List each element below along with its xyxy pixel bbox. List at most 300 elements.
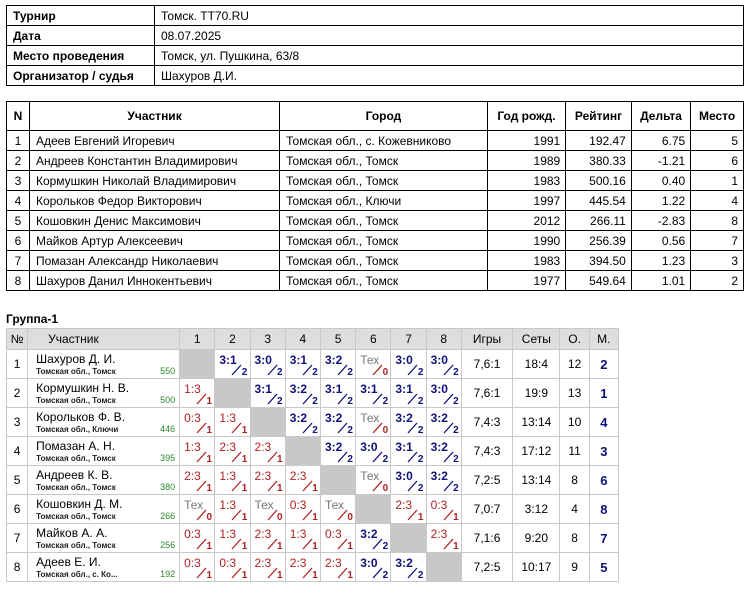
info-value: Шахуров Д.И. [155, 66, 744, 86]
match-score: 3:1 [395, 440, 413, 454]
match-points: 2 [276, 367, 283, 378]
grid-col-header: 6 [356, 329, 391, 350]
match-points: 2 [417, 425, 424, 436]
grid-player-rating: 500 [160, 395, 176, 405]
participant-delta: 6.75 [631, 131, 690, 151]
grid-player-city: Томская обл., Томск [36, 512, 116, 521]
match-points: 1 [206, 483, 213, 494]
participant-delta: 1.23 [631, 251, 690, 271]
match-score: 3:0 [395, 469, 413, 483]
match-result-cell [250, 524, 285, 553]
match-result-cell [356, 466, 391, 495]
slash-divider-icon [372, 538, 383, 550]
match-result [427, 437, 461, 465]
participant-place: 2 [691, 271, 744, 291]
table-row [7, 553, 619, 582]
slash-divider-icon [407, 480, 418, 492]
match-result [427, 350, 461, 378]
match-result [215, 466, 249, 494]
match-result-cell [180, 379, 215, 408]
participant-birth-year: 1989 [487, 151, 566, 171]
grid-row-number: 8 [7, 553, 28, 582]
match-result [180, 524, 214, 552]
table-row [7, 524, 619, 553]
match-result-cell [215, 553, 250, 582]
participant-place: 5 [691, 131, 744, 151]
participant-name: Кошовкин Денис Максимович [29, 211, 279, 231]
info-row [7, 6, 744, 26]
slash-divider-icon [337, 364, 348, 376]
grid-points-header: О. [560, 329, 589, 350]
grid-player-cell [28, 466, 180, 495]
table-row [7, 231, 744, 251]
slash-divider-icon [196, 509, 207, 521]
match-result [321, 553, 355, 581]
match-points: 2 [453, 483, 459, 494]
table-row [7, 271, 744, 291]
tournament-info-table [6, 5, 744, 86]
participant-city: Томская обл., Томск [280, 171, 488, 191]
grid-sets: 19:9 [513, 379, 560, 408]
match-score: 3:2 [430, 440, 448, 454]
participant-name: Корольков Федор Викторович [29, 191, 279, 211]
grid-player-city: Томская обл., с. Ко... [36, 570, 118, 579]
grid-col-header: 5 [320, 329, 355, 350]
match-result [251, 379, 285, 407]
match-score: 2:3 [254, 440, 272, 454]
match-result [427, 524, 461, 552]
slash-divider-icon [407, 451, 418, 463]
match-result-cell [320, 553, 355, 582]
participant-place: 4 [691, 191, 744, 211]
col-delta-header: Дельта [631, 102, 690, 131]
match-result [391, 553, 425, 581]
grid-player-name: Адеев Е. И. [36, 555, 101, 569]
slash-divider-icon [443, 364, 454, 376]
match-score: 0:3 [324, 527, 342, 541]
match-result [286, 379, 320, 407]
participant-place: 7 [691, 231, 744, 251]
match-points: 2 [382, 396, 389, 407]
participant-number: 8 [7, 271, 30, 291]
match-result-cell [426, 466, 461, 495]
slash-divider-icon [196, 480, 207, 492]
match-result-cell [215, 408, 250, 437]
info-label: Дата [7, 26, 155, 46]
match-result-cell [180, 437, 215, 466]
participant-place: 3 [691, 251, 744, 271]
match-score: 3:1 [360, 382, 378, 396]
match-points: 1 [241, 483, 248, 494]
info-label: Организатор / судья [7, 66, 155, 86]
slash-divider-icon [337, 451, 348, 463]
match-result-cell [391, 495, 426, 524]
participant-delta: 0.40 [631, 171, 690, 191]
info-label: Место проведения [7, 46, 155, 66]
match-result-cell [250, 466, 285, 495]
info-value: Томск, ул. Пушкина, 63/8 [155, 46, 744, 66]
participants-table [6, 101, 744, 291]
match-points: 1 [241, 570, 248, 581]
match-result-cell [180, 495, 215, 524]
slash-divider-icon [443, 480, 454, 492]
match-points: 2 [453, 454, 459, 465]
match-points: 1 [241, 425, 248, 436]
grid-player-city: Томская обл., Томск [36, 541, 116, 550]
match-result [286, 466, 320, 494]
match-score: 3:0 [254, 353, 272, 367]
match-result [286, 350, 320, 378]
match-points: 2 [347, 454, 353, 465]
grid-player-cell [28, 524, 180, 553]
match-score: 1:3 [219, 469, 237, 483]
match-result-cell [250, 437, 285, 466]
match-result [251, 495, 285, 523]
match-points: 2 [453, 367, 459, 378]
grid-player-cell [28, 437, 180, 466]
match-points: 2 [453, 396, 459, 407]
match-result [321, 437, 355, 465]
slash-divider-icon [302, 567, 313, 579]
table-row [7, 379, 619, 408]
match-result [356, 466, 390, 494]
match-points: 1 [312, 483, 318, 494]
info-value: Томск. TT70.RU [155, 6, 744, 26]
participant-birth-year: 1977 [487, 271, 566, 291]
match-result-cell [391, 466, 426, 495]
match-result [251, 524, 285, 552]
slash-divider-icon [267, 509, 278, 521]
grid-player-city: Томская обл., Томск [36, 483, 116, 492]
match-score: 3:0 [360, 440, 378, 454]
match-result [427, 408, 461, 436]
match-points: 1 [206, 454, 213, 465]
grid-games: 7,6:1 [461, 350, 512, 379]
grid-col-header: 3 [250, 329, 285, 350]
match-result [356, 524, 390, 552]
match-result-cell [320, 495, 355, 524]
grid-row-number: 6 [7, 495, 28, 524]
participant-birth-year: 1997 [487, 191, 566, 211]
info-row [7, 66, 744, 86]
match-result-cell [285, 379, 320, 408]
slash-divider-icon [302, 509, 313, 521]
match-points: 1 [276, 483, 283, 494]
grid-place: 8 [589, 495, 618, 524]
match-result [215, 495, 249, 523]
match-result-cell [285, 466, 320, 495]
match-result-cell [215, 466, 250, 495]
match-score: 1:3 [184, 382, 201, 396]
grid-col-header: 7 [391, 329, 426, 350]
grid-diagonal-cell [285, 437, 320, 466]
match-score: 3:0 [430, 382, 448, 396]
match-score: 3:1 [219, 353, 237, 367]
match-score: 1:3 [219, 498, 237, 512]
match-score: 2:3 [254, 469, 272, 483]
match-points: 2 [382, 454, 389, 465]
match-points: 2 [417, 454, 424, 465]
match-score: 3:2 [324, 411, 343, 425]
match-points: 1 [206, 541, 213, 552]
match-score: 3:1 [254, 382, 272, 396]
slash-divider-icon [443, 422, 454, 434]
participant-city: Томская обл., Томск [280, 151, 488, 171]
grid-place: 1 [589, 379, 618, 408]
match-score: 1:3 [184, 440, 201, 454]
table-row [7, 495, 619, 524]
slash-divider-icon [337, 538, 348, 550]
match-score: 3:1 [395, 382, 413, 396]
match-points: 2 [417, 570, 424, 581]
match-points: 1 [312, 512, 318, 523]
match-points: 0 [206, 512, 213, 523]
match-score: 2:3 [289, 469, 307, 483]
grid-player-cell [28, 408, 180, 437]
match-score: 1:3 [219, 527, 237, 541]
match-points: 1 [206, 570, 213, 581]
match-score: 0:3 [184, 411, 201, 425]
match-result-cell [426, 524, 461, 553]
grid-points: 8 [560, 466, 589, 495]
participant-place: 8 [691, 211, 744, 231]
participant-rating: 445.54 [566, 191, 632, 211]
grid-row-number: 1 [7, 350, 28, 379]
match-points: 1 [241, 454, 248, 465]
slash-divider-icon [407, 509, 418, 521]
match-score: 3:2 [324, 440, 343, 454]
col-place-header: Место [691, 102, 744, 131]
grid-diagonal-cell [391, 524, 426, 553]
slash-divider-icon [267, 567, 278, 579]
match-result-cell [320, 437, 355, 466]
match-result-cell [285, 553, 320, 582]
grid-player-city: Томская обл., Томск [36, 367, 116, 376]
match-points: 1 [241, 512, 248, 523]
match-result-cell [426, 408, 461, 437]
grid-games: 7,4:3 [461, 437, 512, 466]
slash-divider-icon [372, 364, 383, 376]
match-result-cell [356, 408, 391, 437]
grid-games-header: Игры [461, 329, 512, 350]
table-row [7, 171, 744, 191]
match-points: 1 [276, 454, 283, 465]
match-points: 2 [417, 367, 424, 378]
match-score: 3:2 [324, 353, 343, 367]
participant-delta: 0.56 [631, 231, 690, 251]
grid-points: 4 [560, 495, 589, 524]
participant-rating: 256.39 [566, 231, 632, 251]
match-points: 1 [347, 570, 353, 581]
info-row [7, 26, 744, 46]
match-result-cell [285, 524, 320, 553]
match-points: 2 [382, 570, 389, 581]
slash-divider-icon [443, 393, 454, 405]
match-score: Тех [324, 498, 345, 512]
match-points: 2 [417, 396, 424, 407]
match-points: 2 [417, 483, 424, 494]
grid-place-header: М. [589, 329, 618, 350]
match-result-cell [180, 524, 215, 553]
match-score: 2:3 [254, 527, 272, 541]
slash-divider-icon [372, 480, 383, 492]
table-row [7, 251, 744, 271]
match-score: Тех [360, 469, 380, 483]
match-result [321, 408, 355, 436]
match-score: 2:3 [219, 440, 237, 454]
info-value: 08.07.2025 [155, 26, 744, 46]
slash-divider-icon [407, 393, 418, 405]
participant-number: 7 [7, 251, 30, 271]
match-points: 2 [312, 367, 318, 378]
match-result [251, 553, 285, 581]
participant-city: Томская обл., с. Кожевниково [280, 131, 488, 151]
match-result-cell [215, 350, 250, 379]
match-result [321, 379, 355, 407]
grid-player-rating: 446 [160, 424, 176, 434]
info-label: Турнир [7, 6, 155, 26]
participant-rating: 549.64 [566, 271, 632, 291]
slash-divider-icon [231, 364, 242, 376]
table-row [7, 191, 744, 211]
participant-birth-year: 2012 [487, 211, 566, 231]
col-city-header: Город [280, 102, 488, 131]
slash-divider-icon [302, 480, 313, 492]
grid-player-rating: 266 [160, 511, 176, 521]
match-score: 1:3 [289, 527, 307, 541]
match-result-cell [215, 524, 250, 553]
participant-name: Адеев Евгений Игоревич [29, 131, 279, 151]
grid-sets: 13:14 [513, 466, 560, 495]
table-row [7, 466, 619, 495]
participant-rating: 192.47 [566, 131, 632, 151]
match-result-cell [250, 350, 285, 379]
participant-name: Андреев Константин Владимирович [29, 151, 279, 171]
match-score: 0:3 [184, 556, 201, 570]
col-n-header: N [7, 102, 30, 131]
match-result [180, 437, 214, 465]
match-result [391, 495, 425, 523]
grid-place: 4 [589, 408, 618, 437]
slash-divider-icon [267, 480, 278, 492]
participant-delta: 1.22 [631, 191, 690, 211]
match-score: 2:3 [430, 527, 448, 541]
match-result [321, 495, 355, 523]
match-result-cell [356, 437, 391, 466]
match-score: 3:2 [395, 556, 413, 570]
match-score: 3:2 [360, 527, 378, 541]
match-points: 1 [312, 541, 318, 552]
grid-points: 9 [560, 553, 589, 582]
grid-place: 7 [589, 524, 618, 553]
participant-number: 2 [7, 151, 30, 171]
slash-divider-icon [231, 509, 242, 521]
match-result [180, 466, 214, 494]
grid-points: 13 [560, 379, 589, 408]
participant-city: Томская обл., Томск [280, 211, 488, 231]
match-score: 3:1 [289, 353, 308, 367]
match-result-cell [426, 379, 461, 408]
info-row [7, 46, 744, 66]
table-row [7, 131, 744, 151]
match-score: Тех [360, 411, 380, 425]
participant-place: 1 [691, 171, 744, 191]
grid-col-header: 4 [285, 329, 320, 350]
match-result [321, 524, 355, 552]
col-rating-header: Рейтинг [566, 102, 632, 131]
grid-player-header: Участник [28, 329, 180, 350]
match-score: 3:0 [430, 353, 448, 367]
match-result [180, 495, 214, 523]
grid-games: 7,2:5 [461, 553, 512, 582]
slash-divider-icon [337, 567, 348, 579]
match-points: 2 [276, 396, 283, 407]
grid-diagonal-cell [250, 408, 285, 437]
grid-place: 6 [589, 466, 618, 495]
match-points: 1 [347, 541, 353, 552]
grid-player-city: Томская обл., Томск [36, 454, 116, 463]
match-points: 1 [206, 425, 213, 436]
match-result [356, 437, 390, 465]
participant-birth-year: 1983 [487, 171, 566, 191]
match-result-cell [320, 350, 355, 379]
grid-diagonal-cell [180, 350, 215, 379]
slash-divider-icon [231, 451, 242, 463]
slash-divider-icon [407, 364, 418, 376]
match-points: 2 [347, 425, 353, 436]
match-score: 2:3 [324, 556, 342, 570]
match-result-cell [180, 466, 215, 495]
slash-divider-icon [407, 567, 418, 579]
match-score: 3:0 [395, 353, 413, 367]
grid-col-header: 1 [180, 329, 215, 350]
match-score: 1:3 [219, 411, 237, 425]
match-result [215, 408, 249, 436]
slash-divider-icon [196, 538, 207, 550]
match-result-cell [285, 408, 320, 437]
participant-delta: 1.01 [631, 271, 690, 291]
match-result [321, 350, 355, 378]
grid-n-header: № [7, 329, 28, 350]
match-result-cell [391, 408, 426, 437]
slash-divider-icon [267, 393, 278, 405]
match-result [180, 379, 214, 407]
match-score: 2:3 [254, 556, 272, 570]
grid-games: 7,6:1 [461, 379, 512, 408]
match-score: 3:1 [324, 382, 343, 396]
match-points: 0 [382, 483, 389, 494]
group-results-grid [6, 328, 619, 582]
participant-rating: 380.33 [566, 151, 632, 171]
group-title: Группа-1 [6, 312, 59, 326]
slash-divider-icon [196, 422, 207, 434]
grid-sets: 10:17 [513, 553, 560, 582]
match-points: 1 [241, 541, 248, 552]
slash-divider-icon [231, 538, 242, 550]
grid-player-name: Шахуров Д. И. [36, 352, 116, 366]
slash-divider-icon [267, 538, 278, 550]
match-result-cell [285, 495, 320, 524]
grid-player-cell [28, 495, 180, 524]
grid-row-number: 2 [7, 379, 28, 408]
match-result-cell [285, 350, 320, 379]
slash-divider-icon [407, 422, 418, 434]
match-points: 1 [276, 541, 283, 552]
grid-sets-header: Сеты [513, 329, 560, 350]
match-result-cell [356, 553, 391, 582]
match-result [251, 466, 285, 494]
grid-player-name: Корольков Ф. В. [36, 410, 126, 424]
